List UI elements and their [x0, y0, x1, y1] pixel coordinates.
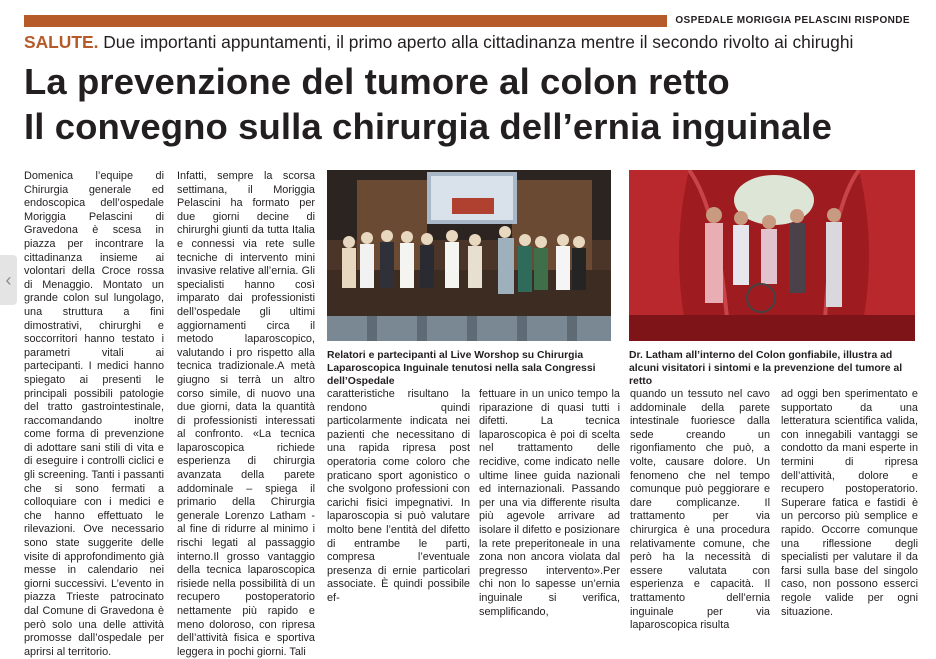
photo-colon-illustration	[629, 170, 915, 341]
headline-line-1: La prevenzione del tumore al colon retto	[24, 61, 730, 102]
article-column-4	[479, 388, 620, 619]
section-bar	[24, 15, 914, 27]
article-column-1	[24, 170, 164, 659]
kicker-text: Due importanti appuntamenti, il primo aperto alla cittadinanza mentre il secondo rivolto ai chirughi	[103, 32, 854, 52]
photo1-caption: Relatori e partecipanti al Live Worshop su Chirurgia Laparoscopica Inguinale tenutosi nella sala Congressi dell’Ospedale	[327, 350, 596, 387]
headline-line-2: Il convegno sulla chirurgia dell’ernia inguinale	[24, 106, 832, 147]
article-column-6	[781, 388, 918, 619]
article-column-2	[177, 170, 315, 659]
photo-workshop-illustration	[327, 170, 611, 341]
column-5-text: quando un tessuto nel cavo addominale della parete intestinale fuoriesce dalla sede creando un rigonfiamento che può, a volte, causare dolore. Un fenomeno che nel tempo comunque può peggiorare e dare complicanze. Il trattamento per via chirurgica è una procedura relativamente comune, che però ha la necessità di essere valutata con esperienza e capacità. Il trattamento dell’ernia inguinale per via laparoscopica risulta	[630, 388, 770, 632]
column-4-text: fettuare in un unico tempo la riparazione di quasi tutti i difetti. La tecnica laparoscopica è poi di scelta nel trattamento delle recidive, come indicato nelle ultime linee guida nazionali ed internazionali. Passando per una via differente risulta più agevole arrivare ad isolare il difetto e posizionare la rete preperitoneale in una zona non ancora violata dal pregresso intervento».Per chi non lo sapesse un’ernia inguinale si verifica, semplificando,	[479, 388, 620, 618]
photo2-caption: Dr. Latham all’interno del Colon gonfiabile, illustra ad alcuni visitatori i sintomi e la prevenzione del tumore al retto	[629, 350, 903, 387]
column-3-text: caratteristiche risultano la rendono quindi particolarmente indicata nei pazienti che necessitano di una rapida ripresa post operatoria come coloro che praticano sport agonistico o che svolgono professioni con carichi fisici impegnativi. In laparoscopia si può valutare molto bene l’entità del difetto di entrambe le parti, compresa l’eventuale presenza di ernie particolari associate. È quindi possibile ef-	[327, 388, 470, 604]
section-label: OSPEDALE MORIGGIA PELASCINI RISPONDE	[667, 14, 914, 28]
article-column-5	[630, 388, 770, 633]
photo-workshop-group	[327, 170, 611, 341]
column-6-text: ad oggi ben sperimentato e supportato da una letteratura scientifica valida, con innegabili vantaggi se condotto da mani esperte in termini di ripresa dell’attività, dolore e recupero postoperatorio. Superare fatica e fastidi è un percorso più semplice e rapido. Occorre comunque una riflessione degli specialisti per valutare il da farsi sulla base del singolo caso, non possono esserci regole valide per ogni situazione.	[781, 388, 918, 618]
kicker-tag: SALUTE.	[24, 32, 99, 52]
column-2-text: Infatti, sempre la scorsa settimana, il Moriggia Pelascini ha formato per due giorni decine di chirurghi giunti da tutta Italia e connessi via rete sulle tecniche di intervento mini invasive relative all’ernia. Gli specialisti hanno così imparato dai professionisti dell’ospedale gli ultimi aggiornamenti circa il metodo laparoscopico, valutando i pro rispetto alla tecnica tradizionale.A metà giugno si terrà un altro corso simile, di nuovo una due giorni, data la quantità di professionisti interessati al confronto. «La tecnica laparoscopica richiede esperienza di chirurgia avanzata della parete addominale – spiega il primario della Chirurgia generale Lorenzo Latham - al fine di ridurre al minimo i rischi legati al passaggio interno.Il grosso vantaggio della tecnica laparoscopica risiede nella possibilità di un recupero postoperatorio nettamente più rapido e meno doloroso, con ripresa dell’attività fisica e sportiva leggera in pochi giorni. Tali	[177, 170, 315, 658]
column-1-text: Domenica l’equipe di Chirurgia generale ed endoscopica dell’ospedale Moriggia Pelascini di Gravedona è scesa in piazza per incontrare la cittadinanza insieme ai volontari della Croce rossa di Menaggio. Montato un grande colon sul lungolago, una struttura a fini dimostrativi, chirurghi e soccorritori hanno testato i parametri vitali ai partecipanti. I medici hanno spiegato ai presenti le principali possibili patologie del tratto gastrointestinale, raccomandando inoltre come forma di prevenzione di adottare sani stili di vita e di eseguire i controlli ciclici e gli screening. Tanti i passanti che si sono fermati a colloquiare con i medici e che hanno effettuato le rilevazioni. Ove necessario sono state suggerite delle visite di approfondimento già messe in calendario nei giorni successivi. L’evento in piazza Trieste patrocinato dal Comune di Gravedona è però solo una delle attività promosse dall’ospedale per aprirsi al territorio.	[24, 170, 164, 658]
article-column-3	[327, 388, 470, 606]
kicker	[24, 32, 919, 52]
previous-page-arrow-icon[interactable]: ‹	[0, 255, 17, 305]
photo-inflatable-colon	[629, 170, 915, 341]
